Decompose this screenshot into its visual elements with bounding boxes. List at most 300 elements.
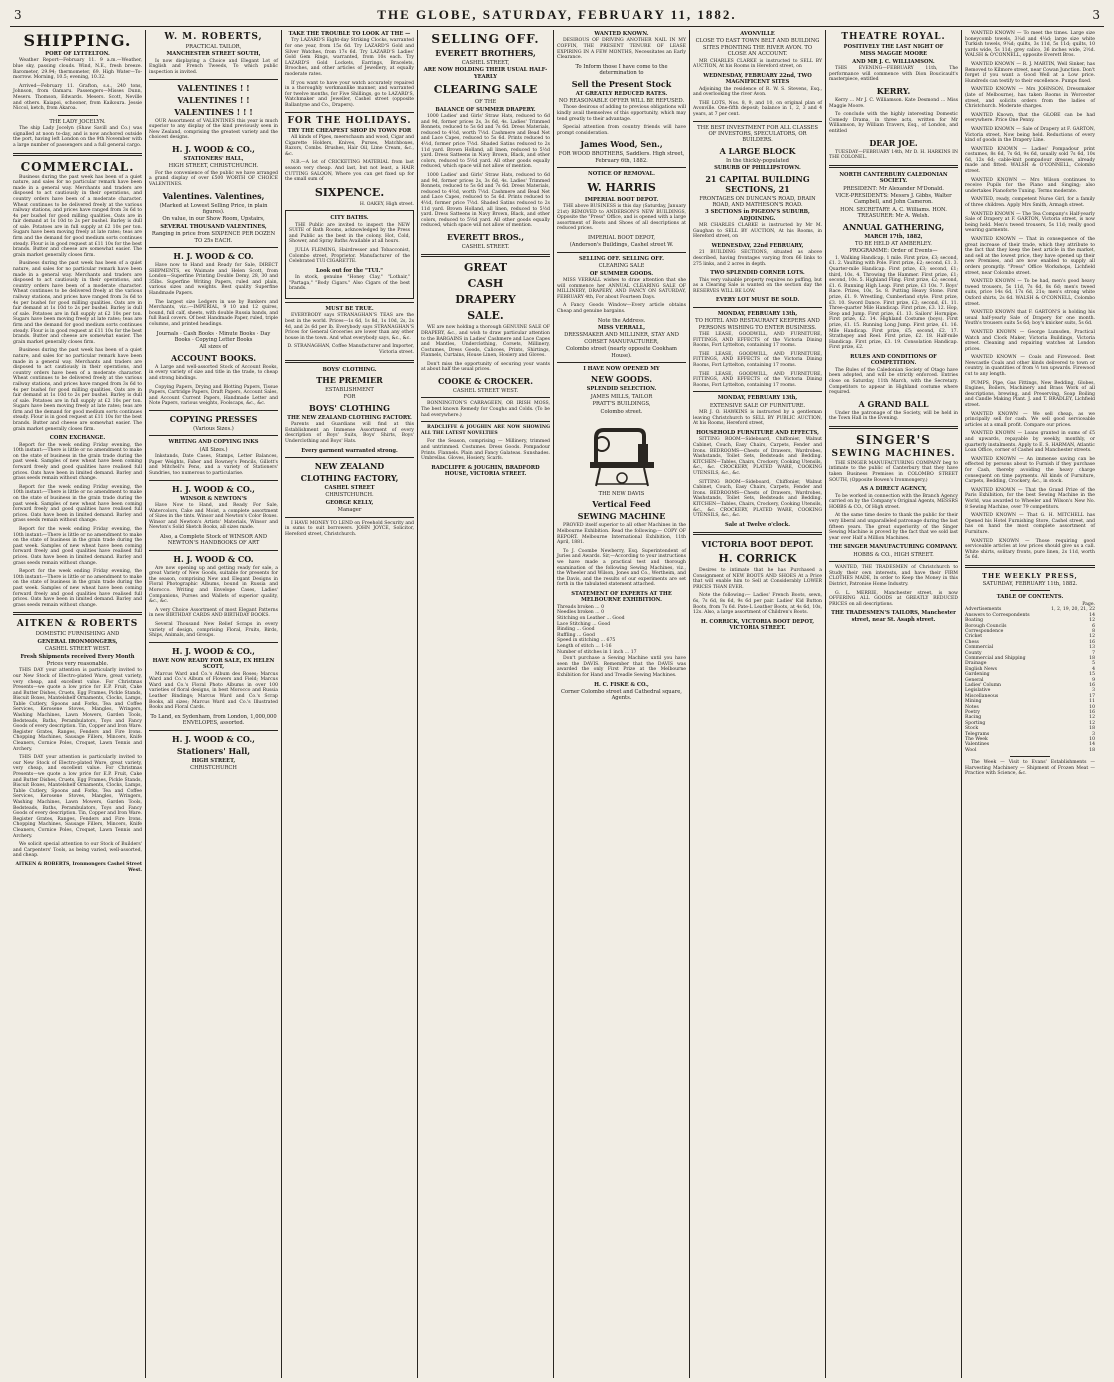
arrivals: Arrived—February 11. Grafton, s.s., 240 tons, Johnson, from Oamaru. Passengers—Misses Dunn, Mesers. Thomson, Edwards. Mesers. Scott, Neville and others. Kaiapoi, schooner, from Kaikoura. Jessie Niccol, ketch, from Akaroa.	[13, 83, 142, 112]
nzcf-1: NEW ZEALAND	[314, 461, 385, 471]
anderson: (Anderson's Buildings, Cashel street W.	[569, 242, 674, 249]
march: MARCH 17th, 1882,	[864, 233, 923, 240]
columns	[10, 30, 1104, 1378]
page-number-right: 3	[1092, 8, 1100, 22]
wanted-item: WANTED KNOWN — To be had, men's good heavy tweed trousers, 5s 11d, 7s 6d, 8s 6d; men's tweed suits, price 14s 6d, 17s 6d, 21s; men's strong white Oxford shirts, 2s 6d. WALSH & O'CONNELL, Colombo street.	[965, 279, 1095, 307]
joyce: I HAVE MONEY TO LEND on Freehold Security and in sums to suit borrowers. JOHN JOYCE, Solicitor, Hereford street, Christchurch.	[285, 520, 414, 537]
williamson: AND MR J. C. WILLIAMSON.	[852, 58, 935, 65]
wednesday-2-body: 21 BUILDING SECTIONS, situated as above described, having frontages varying from 66 links to 275 links, and 2 acres in depth.	[693, 250, 822, 267]
table-row: Ruffling ... Good	[557, 632, 595, 638]
toc-entry: Correspondence	[965, 628, 1004, 634]
imperial-2: IMPERIAL BOOT DEPOT,	[588, 234, 655, 241]
commercial-text-2: Business during the past week has been of a quiet nature, and sales for no particular remark have been made in a general way. Merchants and traders are disposed to act cautiously in their operations, and country orders have been of a moderate character. Wheat continues to be delivered freely at the various railway stations, and prices have ranged from 3s 6d to 4s per bushel for good milling qualities. Oats are in fair demand at 1s 10d to 2s per bushel. Barley is dull of sale. Potatoes are in full supply at £2 10s per ton. Sugars have been moving freely at late rates; teas are firm and the demand for good medium sorts continues steady. Flour is in good request at £11 10s for the best brands. Butter and cheese are somewhat easier. The grain market generally closes firm.	[13, 261, 142, 345]
radcliffe-body: For the Season, comprising — Millinery, trimmed and untrimmed. Costumes. Dress Goods. Pompadour Prints. Flannels. Plain and Fancy Galateas. Sunshades. Umbrellas. Gloves, Hosiery, Scarfs.	[421, 439, 550, 462]
valentines-heading-3: VALENTINES ! ! !	[174, 106, 253, 117]
toc-page: 17	[1089, 693, 1095, 699]
premier: THE PREMIER	[316, 375, 383, 385]
everett-cashel: CASHEL STREET,	[461, 60, 510, 66]
table-row: Stitching on Leather ... Good	[557, 615, 625, 621]
toc-page: 6	[1092, 623, 1095, 629]
everett-heading-2: EVERETT BROS.,	[447, 231, 524, 242]
wanted-item: WANTED KNOWN — That the Grand Prize of the Paris Exhibition, for the best Sewing Machine in the World, was awarded to Wheeler and Wilson's New No. 8 Sewing Machine, over 79 competitors.	[965, 487, 1095, 510]
table-row: Speed in stitching ... 675	[557, 638, 616, 644]
annual-gathering: ANNUAL GATHERING,	[842, 221, 945, 232]
valentines-heading-2: VALENTINES ! !	[177, 94, 250, 105]
cooke-crocker: COOKE & CROCKER.	[438, 376, 533, 387]
sewing-machine: SEWING MACHINE	[577, 511, 666, 522]
aitken-signature: AITKEN & ROBERTS, Ironmongers Cashel Street West.	[15, 861, 142, 873]
high-street-1: HIGH STREET, CHRISTCHURCH.	[168, 163, 259, 170]
lazard-end: If you want to have your watch accurately repaired in a thoroughly workmanlike manner, and warranted for twelve months, for Five Shillings, go to LAZARD'S, Watchmaker and Jeweller, Cashel street (opposite Ballantyne and Co., Drapers).	[285, 80, 414, 108]
suburb: SUBURB OF PHILLIPSTOWN.	[714, 165, 801, 172]
kerry-cast: Kerry ... Mr J. C. Williamson. Kate Desmond ... Miss Maggie Moore.	[829, 98, 958, 109]
ranging: Ranging in price from SIXPENCE PER DOZEN TO 25s EACH.	[151, 231, 276, 244]
lady-jocelyn-text: The ship Lady Jocelyn (Shaw Savill and Co.) was signalled at noon to-day, and is now anchored outside the port, having left London on the 9th November with a large number of passengers and a full general cargo.	[13, 126, 142, 148]
city-baths-ad	[285, 210, 414, 299]
monday-2: MONDAY, FEBRUARY 13th,	[717, 395, 798, 402]
column-8	[962, 30, 1098, 1378]
kerry: KERRY.	[876, 86, 911, 96]
toc-entry: Commercial and Shipping	[965, 655, 1026, 661]
extensive: EXTENSIVE SALE OF FURNITURE.	[709, 402, 806, 409]
masthead-title: THE GLOBE, SATURDAY, FEBRUARY 11, 1882.	[377, 7, 737, 22]
toc-entry: Answers to Correspondents	[965, 612, 1030, 618]
davis-note: Don't purchase a Sewing Machine until you have seen the DAVIS. Remember that the DAVIS was awarded the only First Prize at the Melbourne Exhibition for Hand and Treadle Sewing Machines.	[557, 656, 686, 678]
toc-entry: Valentines	[965, 742, 990, 748]
table-row: Length of stitch ... 1-16	[557, 643, 612, 649]
davis: THE NEW DAVIS	[598, 491, 645, 498]
wanted-item: WANTED KNOWN — Those requiring good serviceable articles at low prices should give us a call. White shirts, solitary fronts, pure linen, 2s 11d, worth 5s 6d.	[965, 538, 1095, 561]
wanted-item: WANTED KNOWN — The Tea Company's Half-yearly Sale of Drapery at F. GARTON, Victoria street, is now being held. Men's tweed trousers, 5s 11d; really good wearing garments.	[965, 211, 1095, 234]
oakey-signature: H. OAKEY, High street.	[359, 201, 414, 207]
valentines-public: For the convenience of the public we have arranged a grand display of over £500 WORTH OF CHOICE VALENTINES.	[149, 170, 278, 187]
avonville-body: CLOSE TO EAST TOWN BELT AND BUILDING SITES FRONTING THE RIVER AVON. TO CLOSE AN ACCOUNT.	[695, 38, 820, 58]
stationers-hall-1: STATIONERS' HALL,	[183, 155, 244, 162]
toc-page: 12	[1089, 634, 1095, 640]
removal: NOTICE OF REMOVAL.	[588, 171, 655, 178]
rules-body: The Rules of the Caledonian Society of Otago have been adopted, and will be strictly enforced. Entries close on Saturday, 11th March, with the Secretary. Competitors to appear in Highland costume where required.	[829, 367, 958, 396]
toc-entry: Cricket	[965, 634, 983, 640]
table-row: Needles broken ... 0	[557, 610, 604, 616]
wood-heading-2: H. J. WOOD & CO.	[173, 251, 254, 261]
agency-body: To be worked in connection with the Branch Agency carried on by the Company's Original Agents, MESSRS HOBBS & CO., Of High street.	[829, 493, 958, 510]
christchurch-3: CHRISTCHURCH.	[325, 492, 374, 499]
note: Note the Address.	[597, 317, 646, 324]
wood-heading-4: H. J. WOOD & CO.	[173, 553, 254, 564]
great: GREAT	[463, 261, 508, 275]
toc-page: 11	[1089, 699, 1095, 705]
column-3	[282, 30, 418, 1378]
wood-body-2: Have now to Hand and Ready for Sale, DIRECT SHIPMENTS, ex Waimate and Helen Scott, from London—Superfine Printing Double Demy, 28, 30 and 35lbs. Superfine Writing Papers, ruled and plain, various sizes and weights. Best quality Superfine Handmade Papers.	[149, 263, 278, 296]
sell-present-stock: Sell the Present Stock	[571, 78, 672, 89]
hobbs: HOBBS & CO., HIGH STREET.	[853, 551, 934, 558]
reduced-rates: AT GREATLY REDUCED RATES.	[575, 90, 668, 97]
toc-entry: Gardening	[965, 672, 990, 678]
aitken-end: We solicit special attention to our Stock of Builders' and Carpenters' Tools, as being varied, well-assorted, and cheap.	[13, 842, 142, 859]
various-sizes: (Various Sizes.)	[193, 425, 234, 432]
sewing-machine-icon	[582, 418, 662, 488]
toc-page: 5	[1092, 661, 1095, 667]
holidays-heading: FOR THE HOLIDAYS.	[287, 115, 412, 126]
valentines-heading-1: VALENTINES ! !	[177, 82, 250, 93]
wood-heading-6: H. J. WOOD & CO.,	[172, 733, 255, 744]
wanted-item: WANTED KNOWN — Sale of Drapery at F. GARTON, Victoria street, Now being held. Reductions of every kind of goods in the Drapery Line.	[965, 126, 1095, 144]
ball-body: Under the patronage of the Society, will be held in the Town Hall in the Evening.	[829, 410, 958, 422]
direct-agency: AS A DIRECT AGENCY,	[860, 486, 927, 493]
valentines-body: OUR Assortment of VALENTINES this year is much superior to any display of the kind previously seen in New Zealand, comprising the greatest variety and the choicest designs.	[149, 118, 278, 141]
mills: JAMES MILLS, TAILOR	[590, 393, 653, 400]
toc-page-header: Page.	[1082, 601, 1095, 607]
fisk-address: Corner Colombo street and Cathedral square, Agents.	[561, 688, 682, 702]
every-lot: EVERY LOT MUST BE SOLD.	[715, 297, 800, 304]
wednesday: WEDNESDAY, FEBRUARY 22nd, TWO MAGNIFICENT SITES	[703, 72, 812, 86]
copying-body: Copying Papers, Drying and Blotting Papers, Tissue Papers, Cartridge Papers, Draft Papers, Account Sales, and Account Current Papers, Handmade Letter and Note Papers, various weights, Foolscaps, &c., &c.	[149, 384, 278, 407]
fleming-stock: In stock, genuine "Honey Clay," "Lothair," "Partaga," "Body Cigars." Also Cigars of the best brands.	[289, 275, 410, 292]
colombo: Colombo street (nearly opposite Cookham House).	[566, 346, 677, 359]
best-investment: THE BEST INVESTMENT FOR ALL CLASSES OF INVESTORS, SPECULATORS, OR BUILDERS.	[697, 124, 818, 144]
fancy: A Fancy Goods Window—Every article obtains Cheap and genuine bargains.	[557, 303, 686, 314]
toc-page: 10	[1089, 704, 1095, 710]
singer-sewing-machines: SEWING MACHINES.	[831, 448, 956, 459]
toc-entry: Advertisements	[965, 607, 1002, 613]
toc-page: 12	[1089, 715, 1095, 721]
commercial-text: Business during the past week has been of a quiet nature, and sales for no particular remark have been made in a general way. Merchants and traders are disposed to act cautiously in their operations, and country orders have been of a moderate character. Wheat continues to be delivered freely at the various railway stations, and prices have ranged from 3s 6d to 4s per bushel for good milling qualities. Oats are in fair demand at 1s 10d to 2s per bushel. Barley is dull of sale. Potatoes are in full supply at £2 10s per ton. Sugars have been moving freely at late rates; teas are firm and the demand for good medium sorts continues steady. Flour is in good request at £11 10s for the best brands. Butter and cheese are somewhat easier. The grain market generally closes firm.	[13, 174, 142, 258]
wood-heading-3: H. J. WOOD & CO.,	[172, 483, 255, 494]
masthead	[10, 6, 1104, 27]
toc-page: 15	[1089, 672, 1095, 678]
nzcf-2: CLOTHING FACTORY,	[300, 473, 399, 483]
james-wood: James Wood, Sen.,	[580, 139, 663, 150]
wood-heading-5: H. J. WOOD & CO.,	[172, 645, 255, 656]
wanted-item: WANTED KNOWN — George Lumsden, Practical Watch and Clock Maker, Victoria Buildings, Victoria street. Cleaning and repairing watches at London prices.	[965, 329, 1095, 352]
for: FOR	[343, 394, 356, 401]
shipping-heading: SHIPPING.	[23, 31, 132, 50]
lots: THE LOTS, Nos. 8, 9, and 10, on original plan of Avonville. One-fifth deposit; balance in 1, 2, 3 and 4 years, at 7 per cent.	[693, 100, 822, 117]
weather-report: Weather Report—February 11. 9 a.m.—Weather, blue sky, passing clouds. Wind, N.E., fresh breeze. Barometer, 29.94; thermometer, 69. High Water—To-morrow. Morning, 10.5; evening, 10.32.	[13, 58, 142, 81]
toc-entry: English News	[965, 666, 997, 672]
toc-row	[965, 748, 1095, 753]
boys-clothing-2: BOYS' CLOTHING	[309, 402, 390, 413]
lease-2: THE LEASE, GOODWILL, AND FURNITURE, FITTINGS, AND EFFECTS of the Victoria Dining Rooms, Fort Lyttelton, containing 17 rooms.	[693, 351, 822, 368]
block-sub: In the thickly-populated	[726, 157, 789, 164]
roberts-sub: PRACTICAL TAILOR,	[185, 44, 242, 50]
port-heading: PORT OF LYTTELTON.	[45, 51, 110, 57]
hotel: TO HOTEL AND RESTAURANT KEEPERS AND PERSONS WISHING TO ENTER BUSINESS.	[695, 318, 820, 331]
column-5	[554, 30, 690, 1378]
manager: Manager	[337, 507, 362, 514]
column-6	[690, 30, 826, 1378]
aitken-prices: Prices very reasonable.	[46, 660, 109, 667]
high-street-2: HIGH STREET,	[191, 757, 236, 764]
toc-entry: Mining	[965, 699, 982, 705]
inform: To Inform those I have come to the determination to	[575, 63, 668, 77]
toc-entry: Boating	[965, 618, 984, 624]
sale: SALE.	[467, 309, 504, 323]
toc-page: 12	[1089, 720, 1095, 726]
wanted-item: WANTED KNOWN — To meet the times. Large size honeycomb towels, 3¼d and 4¼d; large size white Turkish towels, 9¼d; quilts, 3s 11d, 5s 11d; quilts, 10 yards wide, 5s 11d; grey calico, 36 inches wide, 2½d. WALSH & O'CONNELL, opposite Everett Bros.	[965, 31, 1095, 59]
toc-entry: Stock	[965, 726, 979, 732]
wanted-item: WANTED Known, that the GLOBE can be had everywhere. Price One Penny.	[965, 112, 1095, 124]
avonville: AVONVILLE	[740, 31, 775, 37]
column-7	[826, 30, 962, 1378]
christchurch: CHRISTCHURCH	[190, 765, 237, 771]
all-sizes-2: (All Sizes.)	[199, 446, 228, 453]
davis-report: To J. Coombe Newberry, Esq. Superintendent of Juries and Awards. Sir,—According to your instructions we have made a practical test and thorough examination of the following Sewing Machines, viz., the Wheeler and Wilson, Jones and Co., Wertheim, and the Davis, and the results of our experiments are set forth in the tabulated statement attached.	[557, 548, 686, 588]
account-books: ACCOUNT BOOKS.	[170, 352, 256, 363]
drapery-body: 1000 Ladies' and Girls' Straw Hats, reduced to 6d and 9d, former prices 2s, 3s 6d, 4s. Ladies' Trimmed Bonnets, reduced to 5s 6d and 7s 6d. Dress Materials, reduced to 4½d, worth 7½d. Cashmere and Bead Net and Lace Capes, reduced to 5s 6d. Prints reduced to 4½d, former price 7½d. Shaded Satins reduced to 2s 11d yard. Brown Holland, all linen, reduced to 5½d yard. Dress Satteens in Navy Brown, Black, and other colors, reduced to 5½d yard. All other goods equally reduced, which space will not allow of mention.	[421, 114, 550, 170]
toc-entry: Poetry	[965, 710, 981, 715]
toc-page: 13	[1089, 645, 1095, 651]
toc-page: 14	[1089, 612, 1095, 618]
toc-entry: Drainage	[965, 661, 987, 667]
must-be-true: MUST BE TRUE.	[325, 306, 374, 313]
colombo-2: Colombo street.	[600, 408, 643, 415]
wednesday-body: Adjoining the residence of R. W. S. Stevens, Esq., and overlooking the river Avon.	[693, 86, 822, 98]
corrick: H. CORRICK	[718, 552, 797, 566]
toc-page: 12	[1089, 618, 1095, 624]
wanted-item: PUMPS, Pipe, Gas Fittings, New Bedding, Globes, Engines, Boilers, Machinery and Brass Work of all descriptions, brewing, and Preserving, Soap Boiling and Candle Making Plant. J. and T. BRADLEY, Lichfield street.	[965, 380, 1095, 409]
last-night: POSITIVELY THE LAST NIGHT OF	[843, 44, 944, 50]
toc-entry: The Week	[965, 737, 988, 743]
toc-page: 1, 2, 19, 20, 21, 22	[1051, 607, 1095, 613]
wanted-item: WANTED, ready, competent Nurse Girl, for a family of three children. Apply Mrs Smith, Armagh street.	[965, 197, 1095, 209]
table-row: Binding ... Good	[557, 627, 595, 633]
statement: STATEMENT OF EXPERTS AT THE MELBOURNE EXHIBITION.	[571, 590, 672, 604]
verrall-body: MISS VERRALL wishes to draw attention that she will commence her ANNUAL CLEARING SALE OF MILLINERY, DRAPERY, AND FANCY ON SATURDAY, FEBRUARY 4th, For about Fourteen Days.	[557, 278, 686, 300]
aitken-fresh: Fresh Shipments received Every Month	[20, 653, 135, 660]
harris: W. HARRIS	[587, 180, 656, 194]
toc-entry: Borough Councils	[965, 623, 1007, 629]
toc-entry: Notes	[965, 704, 979, 710]
winsor-body: Have Now to Hand, and Ready For Sale, Watercolors, Cake and Moist, a complete assortment of Sizes in the tints. Winsor and Newton's Color Boxes. Winsor and Newton's Artists' Materials, Winsor and Newton's Solid Sketch Books, all sizes made.	[149, 502, 278, 531]
boys-clothing-heading: BOYS' CLOTHING.	[322, 366, 377, 373]
lady-jocelyn-heading: THE LADY JOCELYN.	[49, 118, 106, 125]
column-2	[146, 30, 282, 1378]
wanted-item: WANTED KNOWN — Ladies' Pompadour print costumes, 8s 6d, 7s 6d, 9s 6d, usually sold 7s 6d, 10s 6d, 12s 6d; cable-knit pompadour dresses, already made and fitted. WALSH & O'CONNELL, Colombo street.	[965, 146, 1095, 175]
wanted-item: WANTED KNOWN — R. J. MARTIN, Well Sinker, has Removed to Kilmore street, near Cowan Junction. Don't forget if you want a Good Well at a Low price. Hundreds can testify to their excellence. Pumps fixed.	[965, 61, 1095, 84]
commercial-text-3: Business during the past week has been of a quiet nature, and sales for no particular remark have been made in a general way. Merchants and traders are disposed to act cautiously in their operations, and country orders have been of a moderate character. Wheat continues to be delivered freely at the various railway stations, and prices have ranged from 3s 6d to 4s per bushel for good milling qualities. Oats are in fair demand at 1s 10d to 2s per bushel. Barley is dull of sale. Potatoes are in full supply at £2 10s per ton. Sugars have been moving freely at late rates; teas are firm and the demand for good medium sorts continues steady. Flour is in good request at £11 10s for the best brands. Butter and cheese are somewhat easier. The grain market generally closes firm.	[13, 348, 142, 432]
everett-cashel-2: CASHEL STREET.	[461, 243, 510, 250]
aitken-address: CASHEL STREET WEST.	[44, 646, 111, 653]
vice-presidents: VICE-PRESIDENTS: Messrs J. Gibbs, Walter Campbell, and John Cameron.	[835, 192, 952, 206]
ledgers: The largest size Ledgers in use by Bankers and Merchants, viz.:—IMPERIAL, 9 10 and 12 quires, bound, full calf, sheets, with double Russia bands, and full Basil covers. Of best Handmade Paper, ruled, triple columns, and printed headings.	[149, 299, 278, 327]
column-4	[418, 30, 554, 1378]
aitken-body-2: THIS DAY your attention is particularly invited to our New Stock of Electro-plated Ware, great variety, very cheap, and excellent value. For Christmas Presents—we quote a low price for E.P. Fruit, Cake and Butter Dishes, Cruets, Egg Frames, Pickle Stands, Biscuit Boxes, Mantelshelf Ornaments, Clocks, Lamps, Table Cutlery, Spoons and Forks, Tea and Coffee Services, Kerosene Stoves, Mangles, Wringers, Washing Machines, Lawn Mowers, Garden Tools, Bedsteads, Baths, Perambulators, Toys and Fancy Goods of every description. Tin, Copper and Iron Ware. Register Grates, Ranges, Fenders and Fire Irons. Chopping Machines, Sausage Fillers, Mincers, Knife Cleaners, Cornice Poles, Croquet, Lawn Tennis and Archery.	[13, 755, 143, 839]
president: PRESIDENT: Mr Alexander M'Donald.	[843, 185, 944, 192]
balance: BALANCE OF SUMMER DRAPERY.	[435, 106, 536, 113]
toc-page: 16	[1089, 682, 1095, 688]
furniture-body: SITTING ROOM—Sideboard, Chiffonier, Walnut Cabinet, Couch, Easy Chairs, Carpets, Fender and Irons. BEDROOMS—Chests of Drawers, Wardrobes, Washstands, Toilet Sets, Bedsteads and Bedding. KITCHEN—Tables, Chairs, Crockery, Cooking Utensils, &c., &c. CROCKERY, PLATED WARE, COOKING UTENSILS, &c., &c.	[693, 437, 822, 476]
toc-entry: Racing	[965, 715, 982, 721]
column-1	[10, 30, 146, 1378]
clearing: CLEARING SALE	[598, 263, 645, 270]
tuesday: TUESDAY—FEBRUARY 14th, Mr D. H. HARKINS IN THE COLONEL.	[829, 149, 958, 161]
roberts-address: MANCHESTER STREET SOUTH,	[166, 51, 261, 58]
corrick-body: Desires to intimate that he has Purchased a Consignment of NEW BOOTS AND SHOES At a Price that will enable him to Sell at Considerably LOWER PRICES THAN EVER.	[693, 568, 822, 590]
toc-entry: Ladies' Column	[965, 682, 1002, 688]
davis-body: PROVED itself superior to all other Machines in the Melbourne Exhibition. Read the following:— COPY OF REPORT. Melbourne International Exhibition, 11th April, 1881.	[557, 523, 686, 546]
table-row: Threads broken ... 0	[557, 604, 605, 610]
wanted-item: WANTED KNOWN — That in consequence of the great increase of their trade, which they attribute to the fact that they keep the best article in the market, and sell at the lowest price, they have opened up their new Premises, and are now enabled to supply all orders promptly. "Press" Office Workshops, Lichfield street, near Colombo street.	[965, 237, 1095, 276]
george-kelly: GEORGE KELLY,	[325, 499, 374, 506]
toc-page: 10	[1089, 737, 1095, 743]
singer-signature: THE SINGER MANUFACTURING COMPANY.	[829, 544, 958, 551]
weekly-press: THE WEEKLY PRESS,	[982, 571, 1078, 580]
winsor-title: WINSOR & NEWTON'S	[180, 495, 247, 502]
toc-entry: Legislative	[965, 688, 991, 694]
roberts-body: Is now displaying a Choice and Elegant Lot of English and French Tweeds, To which public inspection is invited.	[149, 58, 278, 75]
corn-exchange-text: Report for the week ending Friday evening, the 10th instant:—There is little or no amendment to make on the state of business in the grain trade during the past week. Samples of new wheat have been coming forward freely and good qualities have realised full prices. Oats have been in limited demand. Barley and grass seeds remain without change.	[13, 442, 142, 482]
oakey-intro: TRY THE CHEAPEST SHOP IN TOWN FOR	[287, 127, 412, 134]
stranaghan-body: EVERYBODY says STRANAGHAN'S TEAS are the best in the world. Prices—1s 6d, 1s 8d, 1s 10d, 2s, 2s 4d, and 2s 6d per lb. Everybody says STRANAGHAN'S Prices for General Groceries are lower than any other house in the town. And what everybody says, &c., &c.	[285, 313, 414, 341]
toc-page: 9	[1092, 677, 1095, 683]
splendid: SPLENDID SELECTION.	[586, 386, 657, 393]
dont-miss: Don't miss the opportunity of securing your wants at about half the usual prices.	[421, 361, 550, 373]
toc-entry: Chess	[965, 639, 979, 645]
large-block: A LARGE BLOCK	[719, 145, 796, 156]
toc-page: 4	[1092, 666, 1095, 672]
twentyone-sections: 21 CAPITAL BUILDING SECTIONS, 21	[705, 173, 810, 194]
toc-page: 18	[1089, 747, 1095, 753]
valentines-marked: (Marked at Lowest Selling Price, in plain figures).	[159, 202, 268, 215]
toc-entry: Wool	[965, 747, 977, 753]
hawkins: MR J. O. HAWKINS is instructed by a gentleman leaving Christchurch to SELL BY PUBLIC AUCTION, At his Rooms, Hereford street,	[693, 410, 822, 427]
wanted-item: WANTED KNOWN — That G. H. MITCHELL has Opened his Hotel Furnishing Store, Cashel street, and has on hand the most complete assortment of Furniture.	[965, 513, 1095, 535]
everett-heading: EVERETT BROTHERS,	[435, 48, 536, 58]
tradesmen-tailors: THE TRADESMEN'S TAILORS, Manchester street, near St. Asaph street.	[831, 610, 956, 623]
furniture-body-2: SITTING ROOM—Sideboard, Chiffonier, Walnut Cabinet, Couch, Easy Chairs, Carpets, Fender and Irons. BEDROOMS—Chests of Drawers, Wardrobes, Washstands, Toilet Sets, Bedsteads and Bedding. KITCHEN—Tables, Chairs, Crockery, Cooking Utensils, &c., &c. CROCKERY, PLATED WARE, COOKING UTENSILS, &c., &c.	[693, 479, 822, 519]
dear-joe: DEAR JOE.	[869, 137, 918, 148]
two-body: This very valuable property requires no puffing, but as a Clearing Sale is wanted on the section day the RESERVES WILL BE LOW.	[693, 277, 822, 294]
clearing-sale: CLEARING SALE	[433, 83, 538, 97]
toc-page: 3	[1092, 688, 1095, 694]
copying-presses: COPYING PRESSES	[169, 413, 258, 424]
fleming: JULIA FLEMING, Hairdresser and Tobacconist, Colombo street, Proprietor. Manufacturer of the Celebrated TUI CIGARETTE.	[289, 248, 410, 265]
toc-page: 16	[1089, 710, 1095, 715]
toc-entry: Telegrams	[965, 731, 990, 737]
rules: RULES AND CONDITIONS OF COMPETITION.	[850, 353, 937, 367]
experts-table	[557, 605, 686, 655]
corn-exchange-heading: CORN EXCHANGE.	[49, 435, 106, 442]
clarke-2: MR CHARLES CLARKE is instructed by Mr M. Gaughan to SELL BY AUCTION, At his Rooms, in Hereford street, on	[693, 223, 822, 240]
wanted-item: WANTED KNOWN — We sell cheap, as we principally sell for cash. We sell good serviceable articles at a small profit. Compare our prices.	[965, 411, 1095, 428]
wood-heading-1: H. J. WOOD & CO.,	[172, 143, 255, 154]
drapery: DRAPERY	[455, 293, 516, 307]
monday: MONDAY, FEBRUARY 13th,	[717, 310, 798, 317]
nz-factory: THE NEW ZEALAND CLOTHING FACTORY.	[287, 414, 412, 421]
lazard-intro: TAKE THE TROUBLE TO LOOK AT THE —	[288, 31, 411, 37]
commercial-heading: COMMERCIAL.	[20, 159, 135, 174]
stranaghan-signature: D. STRANAGHAN, Coffee Manufacturer and Importer, Victoria street.	[287, 344, 414, 355]
roberts-title: W. M. ROBERTS,	[164, 32, 263, 42]
toc-page: 14	[1089, 742, 1095, 748]
corn-exchange-text-4: Report for the week ending Friday evening, the 10th instant:—There is little or no amendment to make on the state of business in the grain trade during the past week. Samples of new wheat have been coming forward freely and good qualities have realised full prices. Oats have been in limited demand. Barley and grass seeds remain without change.	[13, 569, 142, 608]
wanted-item: WANTED KNOWN — Mrs Wilson continues to receive Pupils for the Piano and Singing; also undertakes Pianoforte Tuning. Terms moderate.	[965, 177, 1095, 194]
aitken-sub-2: GENERAL IRONMONGERS,	[37, 638, 118, 645]
sewing-machine-engraving	[557, 418, 686, 488]
cashel-street: CASHEL STREET	[324, 485, 375, 491]
wanted-item: WANTED KNOWN — An immense saving can be effected by persons about to Furnish if they purchase for Cash, thereby avoiding the heavy charge consequent on time payments. All kinds of Furniture, Carpets, Bedding, Crockery, &c., in stock.	[965, 456, 1095, 485]
summer-goods: OF SUMMER GOODS.	[589, 270, 654, 277]
corn-exchange-text-2: Report for the week ending Friday evening, the 10th instant:—There is little or no amendment to make on the state of business in the grain trade during the past week. Samples of new wheat have been coming forward freely and good qualities have realised full prices. Oats have been in limited demand. Barley and grass seeds remain without change.	[13, 484, 142, 524]
imperial: IMPERIAL BOOT DEPOT.	[584, 196, 659, 203]
oakey-body: All kinds of Pipes, meerschaum and wood, Cigar and Cigarette Holders, Knives, Purses, Matchboxes, Razors, Combs. Brushes, Hair Oil, Lime Cream, &c., &c.	[285, 134, 414, 157]
page-number-left: 3	[14, 8, 22, 22]
account-body: A Large and well-assorted Stock of Account Books, in every variety of size and title in the trade, to cheap and strong bindings.	[149, 364, 278, 381]
programme: PROGRAMME: Order of Events—	[849, 248, 938, 255]
secretary: HON. SECRETARY: A. C. Williams. HON. TREASURER: Mr A. Welsh.	[840, 206, 947, 220]
vertical-feed: Vertical Feed	[592, 499, 651, 510]
toc-page: 18	[1089, 726, 1095, 732]
selling-off-heading: SELLING OFF.	[431, 32, 540, 46]
corrick-signature: H. CORRICK, VICTORIA BOOT DEPOT, VICTORIA STREET.	[700, 618, 815, 632]
table-row: Number of stitches in 1 inch ... 17	[557, 649, 637, 655]
note-following: Note the following:— Ladies' French Boots, sewn, 6s, 7s 6d, 8s 6d, 9s 6d per pair. Ladies' Kid Button Boots, from 7s 6d. Pate-L Leather Boots, at 4s 6d, 10s, 12s. Also, a large assortment of Children's Boots.	[693, 593, 822, 616]
cash: CASH	[467, 277, 504, 291]
wood-sub: FOR WOOD BROTHERS, Saddlers. High street, February 6th, 1882.	[558, 151, 685, 164]
merrie: G. L. MERRIE, Manchester street, is now OFFERING ALL GOODS at GREATLY REDUCED PRICES on all descriptions.	[829, 590, 958, 607]
bonnington: BONNINGTON'S CARRAGEEN, OR IRISH MOSS, The best known Remedy for Coughs and Colds. (To be had everywhere.)	[421, 401, 550, 418]
radcliffe-signature: RADCLIFFE & JOUGHIN, BRADFORD HOUSE, VICTORIA STREET.	[431, 464, 540, 478]
theatre-royal: THEATRE ROYAL.	[841, 32, 946, 42]
weekly-press-footer: The Week — Visit to Evans' Establishments — Harvesting Machinery — Shipment of Frozen Meat — Practice with Science, &c.	[965, 760, 1095, 777]
victoria-boot-depot: VICTORIA BOOT DEPOT.	[701, 539, 814, 550]
new-goods-intro: I HAVE NOW OPENED MY	[583, 366, 660, 372]
sale-body: WE are now holding a thorough GENUINE SALE OF DRAPERY, &c., and wish to draw particular attention to the BARGAINS in Ladies' Cashmere and Lace Capes and Mantles, Underclothing, Corsets, Millinery, Costumes, Dress Goods, Calicoes, Prints, Shirtings, Flannels, Curtains, House Linen, Hosiery and Gloves.	[421, 325, 550, 359]
sixpence: SIXPENCE.	[314, 185, 385, 199]
birthday-cards: A very Choice Assortment of most Elegant Patterns in new BIRTHDAY CARDS AND BIRTHDAY BOOKS.	[149, 607, 278, 619]
all-sizes: All sizes of	[199, 344, 228, 351]
toc-entry: Miscellaneous	[965, 693, 999, 699]
aitken-roberts-title: AITKEN & ROBERTS	[16, 619, 139, 630]
wanted-item: WANTED KNOWN — Loans granted in sums of £5 and upwards, repayable by weekly, monthly, or quarterly instalments. Apply to E. S. HARMAN, Atlantic Loan Office, corner of Cashel and Manchester streets.	[965, 431, 1095, 454]
table-of-contents	[965, 607, 1095, 753]
toc-page: 7	[1092, 650, 1095, 656]
lease: THE LEASE, GOODWILL, AND FURNITURE, FITTINGS, AND EFFECTS of the Victoria Dining Rooms, Fort Lyttelton, containing 17 rooms.	[693, 332, 822, 349]
city-baths-heading: CITY BATHS.	[330, 215, 369, 222]
three-sections: 3 SECTIONS in PIGEON'S SUBURB, ADJOINING.	[705, 209, 810, 222]
this-evening: THIS EVENING—FEBRUARY 11th, The performance will commence with Dion Boucicault's masterpiece, entitled	[829, 66, 958, 83]
stationers-hall-2: Stationers' Hall,	[176, 745, 251, 756]
verrall: MISS VERRALL,	[597, 324, 646, 331]
fleming-look: Look out for the "TUI."	[316, 267, 383, 274]
moore: MISS MAGGIE MOORE	[859, 51, 928, 58]
aitken-sub: DOMESTIC FURNISHING AND	[35, 631, 120, 638]
several-thousand: SEVERAL THOUSAND VALENTINES,	[160, 223, 267, 230]
parents: Parents and Guardians will find at this Establishment an Immense Assortment of every description of Boys' Suits, Boys' Shirts, Boys' Underclothing and Boys' Hats.	[285, 422, 414, 444]
cooke-address: CASHEL STREET WEST.	[452, 388, 519, 395]
wanted-body: DESIROUS OF DRIVING ANOTHER NAIL IN MY COFFIN, THE PRESENT TENURE OF LEASE EXPIRING IN A FEW MONTHS, Necessitates an Early Clearance.	[557, 38, 686, 61]
desirous: Those desirous of adding to previous obligations will kindly avail themselves of this opportunity, which may tend greatly to their advantage.	[557, 105, 686, 122]
toc-entry: General	[965, 677, 984, 683]
frontages: FRONTAGES ON DUNCAN'S ROAD, DRAIN ROAD, AND MATHESON'S ROAD.	[699, 195, 816, 209]
of-the: OF THE	[474, 99, 497, 106]
lease-3: THE LEASE, GOODWILL, AND FURNITURE, FITTINGS, AND EFFECTS of the Victoria Dining Rooms, Fort Lyttelton, containing 17 rooms.	[693, 371, 822, 388]
valentines-show: On value, in our Show Room, Upstairs,	[162, 216, 265, 223]
wanted-item: WANTED KNOWN — Coals and Firewood. Best Newcastle Coals and other kinds delivered to town or country, in quantities of from ½ ton upwards. Firewood cut to any length.	[965, 355, 1095, 378]
baths-body: THE Public are invited to inspect the NEW SUITE of Bath Rooms, acknowledged by the Press and Public as the best in the colony. Hot, Cold, Shower, and Spray Baths Available at all hours.	[289, 222, 410, 245]
caledonian: NORTH CANTERBURY CALEDONIAN SOCIETY.	[839, 171, 948, 185]
albums-body: Marcus Ward and Co.'s Album des Roses; Marcus Ward and Co.'s Album of Flowers and Field; Marcus Ward and Co.'s Floral Photo Albums in over 100 varieties of floral designs, in best Morocco and Russia Leather Bindings; Marcus Ward and Co.'s Scrap Books, all sizes; Marcus Ward and Co.'s Illustrated Books and Floral Cards.	[149, 671, 278, 711]
singer-more: At the same time desire to thank the public for their very liberal and unparalleled patronage during the last fifteen years. The great superiority of the Singer Sewing Machine is proved by the fact that we sold last year over Half a Million Machines.	[829, 513, 958, 541]
wednesday-2: WEDNESDAY, 22nd FEBRUARY,	[711, 243, 804, 250]
no-reasonable: NO REASONABLE OFFER WILL BE REFUSED.	[558, 98, 685, 104]
events: 1. Walking Handicap, 1 mile. First prize, £3; second, £1. 2. Vaulting with Pole. First prize, £2; second, £1. 3. Quarter-mile Handicap. First prize, £3; second, £1; third, 10s. 4. Throwing the Hammer. First prize, £1; second, 10s. 5. Highland Fling. First prize, £2; second, £1. 6. Running High Leap. First prize, £1 10s. 7. Boys' Race. Prizes, 10s, 5s. 8. Putting Heavy Stone. First prize, £1. 9. Wrestling, Cumberland style. First prize, £3. 10. Sword Dance. First prize, £2; second, £1. 11. Three-quarter Mile Handicap. First prize, £3. 12. Hop, Step and Jump. First prize, £1. 13. Sailors' Hornpipe. First prize, £2. 14. Highland Costume (boys). First prize, £1. 15. Running Long Jump. First prize, £1. 16. Mile Handicap. First prize, £5; second, £2. 17. Strathspey and Reel. First prize, £2. 18. Half-mile Handicap. First prize, £3. 19. Consolation Handicap. First prize, £2.	[829, 255, 958, 351]
envelopes: To Land, ex Sydenham, from London, 1,000,000 ENVELOPES, assorted.	[150, 713, 277, 727]
oakey-mid: N.B.—A lot of CRICKETING MATERIAL from last season very cheap. And last, but not least, a HAIR CUTTING SALOON, Where you can get fixed up for the small sum of	[285, 160, 414, 183]
toc-entry: Sporting	[965, 720, 986, 726]
conclude: To conclude with the highly interesting Domestic Comedy Drama, in three acts, written for Mr Williamson, by William Travers, Esq., of London, and entitled	[829, 112, 958, 134]
